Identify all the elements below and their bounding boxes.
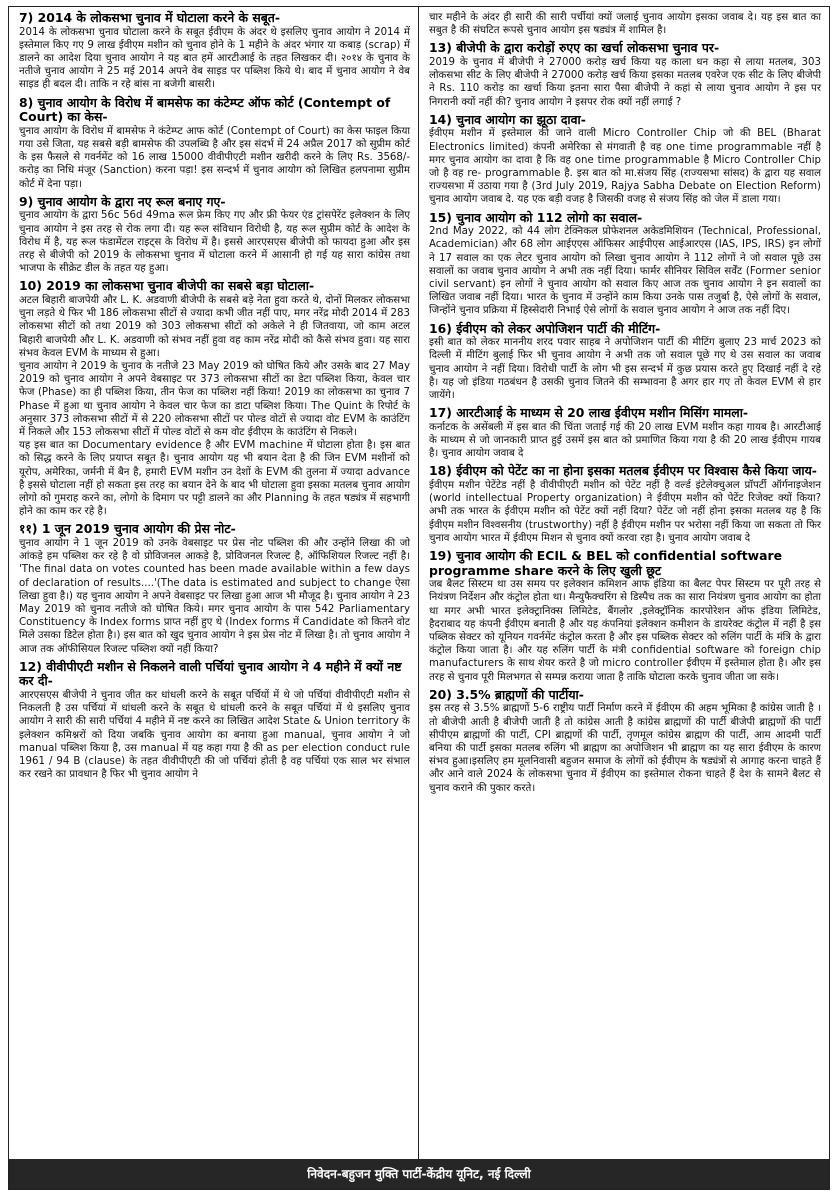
section-body: चुनाव आयोग के विरोध में बामसेफ ने कंटेम्प्ट आफ कोर्ट (Contempt of Court) का केस फाइल किया गया उसे जिता, यह सबसे बड़ी बामसेफ की उपलब्धि है और इस संदर्भ में 24 अप्रैल 2017 को सुप्रीम कोर्ट के इस फैसले से गवर्नमेंट को 16 लाख 15000 वीवीपीएटी मशीन खरीदी करने के लिए Rs. 3568/- करोड़ का निधि मंजूर (Sanction) करना पड़ा! इस सन्दर्भ में चुनाव आयोग को लिखित हलपनामा सुप्रीम कोर्ट में देना पड़ा। [19,125,410,190]
footer-banner: निवेदन-बहुजन मुक्ति पार्टी-केंद्रीय यूनिट, नई दिल्ली [9,1159,829,1189]
section-title: 12) वीवीपीएटी मशीन से निकलने वाली पर्चियां चुनाव आयोग ने 4 महीने में क्यों नष्ट कर दी- [19,658,402,689]
section-body: कर्नाटक के असेंबली में इस बात की चिंता जताई गई की 20 लाख EVM मशीन कहा गायब है। आरटीआई के माध्यम से जो जानकारी प्राप्त हुई उसमें इस बात को प्रमाणित किया गया है की 20 लाख ईवीएम गायब है। चुनाव आयोग जवाब दे [429,421,821,460]
section-title: 8) चुनाव आयोग के विरोध में बामसेफ का कंटेम्प्ट ऑफ कोर्ट (Contempt of Court) का केस- [19,94,391,125]
section [19,195,410,276]
section-body: चार महीने के अंदर ही सारी की सारी पर्चीयां क्यों जलाई चुनाव आयोग इसका जवाब दे। यह इस बात का सबुत है की संघटित रूपसे चुनाव आयोग इस षड्यंत्र में शामिल है। [429,12,821,37]
section [19,11,410,92]
section-body: इस तरह से 3.5% ब्राह्मणों 5-6 राष्ट्रीय पार्टी निर्माण करने में ईवीएम की अहम भूमिका है कांग्रेस जाती है । तो बीजेपी आती है बीजेपी जाती है तो कांग्रेस आती है कांग्रेस ब्राह्मणों की पार्टी बीजेपी ब्राह्मणों की पार्टी सीपीएम ब्राह्मणों की पार्टी, CPI ब्राह्मणों की पार्टी, तृणमूल कांग्रेस ब्राह्मण की पार्टी, आम आदमी पार्टी बनिया की पार्टी इसका मतलब रुलिंग भी ब्राह्मण का अपोजिशन भी ब्राह्मण का यह सारा ईवीएम के कारण संभव हुआ।इसलिए हम मूलनिवासी बहुजन समाज के लोगों को ईवीएम के षड्यंत्रों से आगाह करना चाहते हैं और आने वाले 2024 के लोकसभा चुनाव में ईवीएम का इस्तेमाल रोकना चाहते हैं देश के सामने बैलट से चुनाव कराने की पुकार करते। [429,703,821,794]
section-title: 15) चुनाव आयोग को 112 लोगो का सवाल- [429,209,643,225]
section [429,549,821,684]
section-title: 13) बीजेपी के द्वारा करोड़ों रुएए का खर्चा लोकसभा चुनाव पर- [429,40,720,56]
section [19,279,410,518]
section-title: 20) 3.5% ब्राह्मणों की पार्टीया- [429,686,584,702]
section-title: 19) चुनाव आयोग की ECIL & BEL को confidential software programme share करने के लिए खुली छूट [429,548,782,578]
section [429,464,821,545]
section-body: चुनाव आयोग के द्वारा 56c 56d 49ma रूल फ्रेम किए गए और फ्री फेयर एंड ट्रांसपेरेंट इलेक्शन के लिए चुनाव आयोग ने इस तरह से रोक लगा दी। यह रूल संविधान विरोधी है, यह रूल सुप्रीम कोर्ट के आदेश के विरोध में है, यह रूल फंडामेंटल राइट्स के विरोध में है। इससे आरएसएस बीजेपी को फायदा हुआ और इस तरह से बीजेपी को 2019 के लोकसभा चुनाव में घोटाला करने में आसानी हो गई यह सारा कांग्रेस तथा भाजपा के सीक्रेट डील के तहत यह हुआ। [19,210,410,275]
section [429,113,821,207]
section-body: यह इस बात का Documentary evidence है और EVM machine में घोटाला होता है। इस बात को सिद्ध करने के लिए प्रयाप्त सबूत है। चुनाव आयोग यह भी बयान देता है की जिन EVM मशीनों को यूरोप, अमेरिका, जर्मनी में बैन है, हमारी EVM मशीन उन देशों के EVM की तुलना में ज्यादा advance है इससे घोटाला नहीं हो सकता इस तरह का बयान देने के बाद भी घोटाला हुवा इसका मतलब चुनाव आयोग लोगो को गुमराह करने का, लोगो के दिमाग पर पट्टी डालने का और Planning के तहत षड्यंत्र में सहभागी होने का काम कर रहे है। [19,440,410,518]
section-body: चुनाव आयोग ने 2019 के चुनाव के नतीजे 23 May 2019 को घोषित किये और उसके बाद 27 May 2019 को चुनाव आयोग ने अपने वेबसाइट पर 373 लोकसभा सीटों का डेटा पब्लिश किया, केवल चार फेज (Phase) का ही पब्लिश किया, तीन फेज का पब्लिश नहीं किया! 2019 का लोकसभा का चुनाव 7 Phase में हुआ था चुनाव आयोग ने केवल चार फेज का डाटा पब्लिश किया। The Quint के रिपोर्ट के अनुसार 373 लोकसभा सीटों में से 220 लोकसभा सीटों पर पोल्ड वोटों से ज्यादा वोट EVM के काउंटिंग में निकले और 153 लोकसभा सीटों में पोल्ड वोटों से कम वोट ईवीएम के काउंटिंग से निकले। [19,361,410,439]
right-column [419,7,829,1159]
section [429,211,821,318]
section-body: 2nd May 2022, को 44 लोग टेक्निकल प्रोफेशनल अकेडमिशियन (Technical, Professional, Academician) और 68 लोग आईएएस ऑफिसर आईपीएस आईआरएस (IAS, IPS, IRS) इन लोगों ने 17 सवाल का एक लेटर चुनाव आयोग को लिखा चुनाव आयोग ने 112 लोगों ने जो सवाल पूछे उस सवालों का जवाब चुनाव आयोग ने अभी तक नहीं दिया। फार्मर सीनियर सिविल सर्वेंट (Former senior civil servant) इन लोगों ने चुनाव आयोग को सवाल किए आज तक चुनाव आयोग ने इन सवालों का लिखित जवाब नहीं दिया। भारत के चुनाव में उन्होंने काम किया उनके पास तजुर्बा है, ऐसे लोगों के सवाल, जिन्होंने चुनाव प्रक्रिया में हिस्सेदारी निभाई ऐसे लोगों के सवाल चुनाव आयोग ने आज तक नहीं दिए। [429,226,821,317]
section [429,688,821,795]
section-title: 16) ईवीएम को लेकर अपोजिशन पार्टी की मीटिंग- [429,320,661,336]
section [19,96,410,191]
section-body: अटल बिहारी बाजपेयी और L. K. अडवाणी बीजेपी के सबसे बड़े नेता हुवा करते थे, दोनों मिलकर लोकसभा चुना लड़ते थे फिर भी 186 लोकसभा सीटों से ज्यादा कभी जीत नहीं पाए, मगर नरेंद्र मोदी 2014 में 283 लोकसभा सीटों को तथा 2019 को 303 लोकसभा सीटों को अकेले ने ही जितवाया, जो काम अटल बिहारी बाजपेयी और L. K. अडवाणी को संभव नहीं हुवा वह काम नरेंद्र मोदी को कैसे संभव हुवा। यह सारा संभव केवल EVM के माध्यम से हुआ। [19,295,410,359]
section [429,322,821,403]
left-column [9,7,419,1159]
section-title: 7) 2014 के लोकसभा चुनाव में घोटाला करने के सबूत- [19,10,281,25]
section-body: जब बैलट सिस्टम था उस समय पर इलेक्शन कमिशन आफ इंडिया का बैलट पेपर सिस्टम पर पूरी तरह से नियंत्रण निर्देशन और कंट्रोल होता था। मैन्युफैक्चरिंग से डिस्पैच तक का सारा नियंत्रण चुनाव आयोग का होता था मगर अभी भारत इलेक्ट्रानिक्स लिमिटेड, बैंगलोर ,इलेक्ट्रॉनिक कारपोरेशन ऑफ इंडिया लिमिटेड, हैदराबाद यह कंपनी ईवीएम बनाती है और यह कंपनियां इलेक्शन कमीशन के डायरेक्ट कंट्रोल में नहीं है इस पब्लिक सेक्टर को यूनियन गवर्नमेंट कंट्रोल करता है और इस पब्लिक सेक्टर को रुलिंग पार्टी के मंत्रि के द्वारा कंट्रोल किया जाता है। और यह रुलिंग पार्टी के मंत्री confidential software को foreign chip manufacturers के साथ शेयर करते है जो micro controller ईवीएम में इस्तेमाल होता है। और इस तरह से चुनाव पूरी मिलभगत से सम्पन्न कराया जाता है ताकि घोटाला करके चुनाव जीता जा सके। [429,579,821,683]
section-body: आरएसएस बीजेपी ने चुनाव जीत कर धांधली करने के सबूत पर्चियों में थे जो पर्चियां वीवीपीएटी मशीन से निकलती है उस पर्चियां में धांधली करने के सबूत थे धांधली करने के सबूत पर्चियां में थे इसलिए चुनाव आयोग ने सारी की सारी पर्चियां 4 महीने में नष्ट करने का लिखित आदेश State & Union territory के इलेक्शन कमिश्नरों को दिया जबकि चुनाव आयोग का बनाया हुआ manual, चुनाव आयोग ने जो manual पब्लिश किया है, उस manual में यह कहा गया है की as per election conduct rule 1961 / 94 B (clause) के तहत वीवीपीएटी की जो पर्चियां होती है वह पर्चियां एक साल भर संभाल कर रखने का प्रावधान है फिर भी चुनाव आयोग ने [19,690,410,781]
section-body: इसी बात को लेकर माननीय शरद पवार साहब ने अपोजिशन पार्टी की मीटिंग बुलाए 23 मार्च 2023 को दिल्ली में मीटिंग बुलाई फिर भी चुनाव आयोग ने अभी तक जो सवाल पूछे गए थे उस सवाल का जवाब चुनाव आयोग ने नहीं दिया। विरोधी पार्टी के लोग भी इस सन्दर्भ में कुछ प्रयास करते हुए दिखाई नहीं दे रहे है। यह जो इंडिया गठबंधन है उसकी चुनाव जितने की सम्भावना है अगर हार गए तो केवल EVM से हार जायेंगे। [429,337,821,402]
section [19,522,410,655]
section-body: 2014 के लोकसभा चुनाव घोटाला करने के सबूत ईवीएम के अंदर थे इसलिए चुनाव आयोग ने 2014 में इस्तेमाल किए गए 9 लाख ईवीएम मशीन को चुनाव होने के 1 महीने के अंदर भंगार या कबाड़ (scrap) में डालने का आदेश दिया चुनाव आयोग ने यह बात हमें आरटीआई के तहत लिखकर दी। २०१४ के चुनाव के नतीजे चुनाव आयोग ने 25 मई 2014 अपने वेब साइड पर पब्लिश किये थे। बाद में चुनाव आयोग ने वेब साइड ही बदल दी। ताकि न रहे बांस ना बजेगी बासरी। [19,26,410,91]
section-title: 14) चुनाव आयोग का झूठा दावा- [429,111,586,127]
two-column-body [9,7,829,1159]
section-body: चुनाव आयोग ने 1 जून 2019 को उनके वेबसाइट पर प्रेस नोट पब्लिश की और उन्होंने लिखा की जो आंकड़े हम पब्लिश कर रहे है वो प्रोविजनल आकड़े है, प्रोविजनल रिजल्ट है, ऑफिशियल रिजल्ट नहीं है। 'The final data on votes counted has been made available within a few days of declaration of results....'(The data is estimated and subject to change ऐसा लिखा हुवा है।) यह चुनाव आयोग ने अपने वेबसाइट पर लिखा हुआ आज भी मौजूद है। चुनाव आयोग ने 23 May 2019 को चुनाव नतीजे को घोषित किये। मगर चुनाव आयोग के पास 542 Parliamentary Constituency के Index forms प्राप्त नहीं हुए थे (Index forms में Candidate को कितने वोट मिले उसका डिटेल होता है।) इस बात को खुद चुनाव आयोग ने इस प्रेस नोट में लिखा है। तो चुनाव आयोग ने आज तक ऑफीसियल रिजल्ट पब्लिश क्यों नहीं किया? [19,538,410,655]
section-title: 10) 2019 का लोकसभा चुनाव बीजेपी का सबसे बड़ा घोटाला- [19,278,315,294]
section-title: 17) आरटीआई के माध्यम से 20 लाख ईवीएम मशीन मिसिंग मामला- [429,405,749,421]
section [429,41,821,108]
section [429,11,821,37]
pamphlet-page [8,6,830,1190]
section-body: 2019 के चुनाव में बीजेपी ने 27000 करोड़ खर्च किया यह काला धन कहा से लाया मतलब, 303 लोकसभा सीट के लिए बीजेपी ने 27000 करोड़ खर्च किया इसका मतलब एवरेज एक सीट के लिए बीजेपी ने Rs. 110 करोड़ का खर्चा किया इतना सारा पैसा बीजेपी ने कहां से लाया चुनाव आयोग ने इस पर निगरानी क्यों नहीं की? चुनाव आयोग ने इसपर रोक क्यों नहीं लगाई ? [429,57,821,108]
section-title: 18) ईवीएम को पेटेंट का ना होना इसका मतलब ईवीएम पर विश्वास कैसे किया जाय- [429,463,817,479]
section [19,660,410,782]
section [429,406,821,460]
section-title: ११) 1 जून 2019 चुनाव आयोग की प्रेस नोट- [19,521,236,537]
section-body: ईवीएम मशीन पेटेंटेड नहीं है वीवीपीएटी मशीन को पेटेंट नहीं है वर्ल्ड इंटेलेक्चुअल प्रॉपर्टी ऑर्गनाइजेशन (world intellectual Property organization) ने ईवीएम मशीन को पेटेंट रिजेक्ट क्यों किया? अभी तक भारत के ईवीएम मशीन को पेटेंट क्यों नहीं दिया? पेटेंट जो नहीं होना इसका मतलब यह है कि ईवीएम मशीन विश्वसनीय (trustworthy) नहीं है ईवीएम मशीन पर भरोसा नहीं किया जा सकता तो फिर चुनाव आयोग भारत में ईवीएम मिशन से चुनाव क्यों करवा रहा है। चुनाव आयोग जवाब दे [429,480,821,544]
section-title: 9) चुनाव आयोग के द्वारा नए रूल बनाए गए- [19,193,226,209]
section-body: ईवीएम मशीन में इस्तेमाल की जाने वाली Micro Controller Chip जो की BEL (Bharat Electronics limited) कंपनी अमेरिका से मंगवाती है वह one time programmable नहीं है मगर चुनाव आयोग का दावा है कि वह one time programmable है Micro Controller Chip जो है वह re- programmable है. इस बात को मा.संजय सिंह (राज्यसभा सांसद) के द्वारा यह सवाल राज्यसभा में उठाया गया है (3rd July 2019, Rajya Sabha Debate on Election Reform) चुनाव आयोग जवाब दे. यह एक बड़ी वजह है जिसकी वजह से संजय सिंह को जेल में डाला गया। [429,128,821,206]
